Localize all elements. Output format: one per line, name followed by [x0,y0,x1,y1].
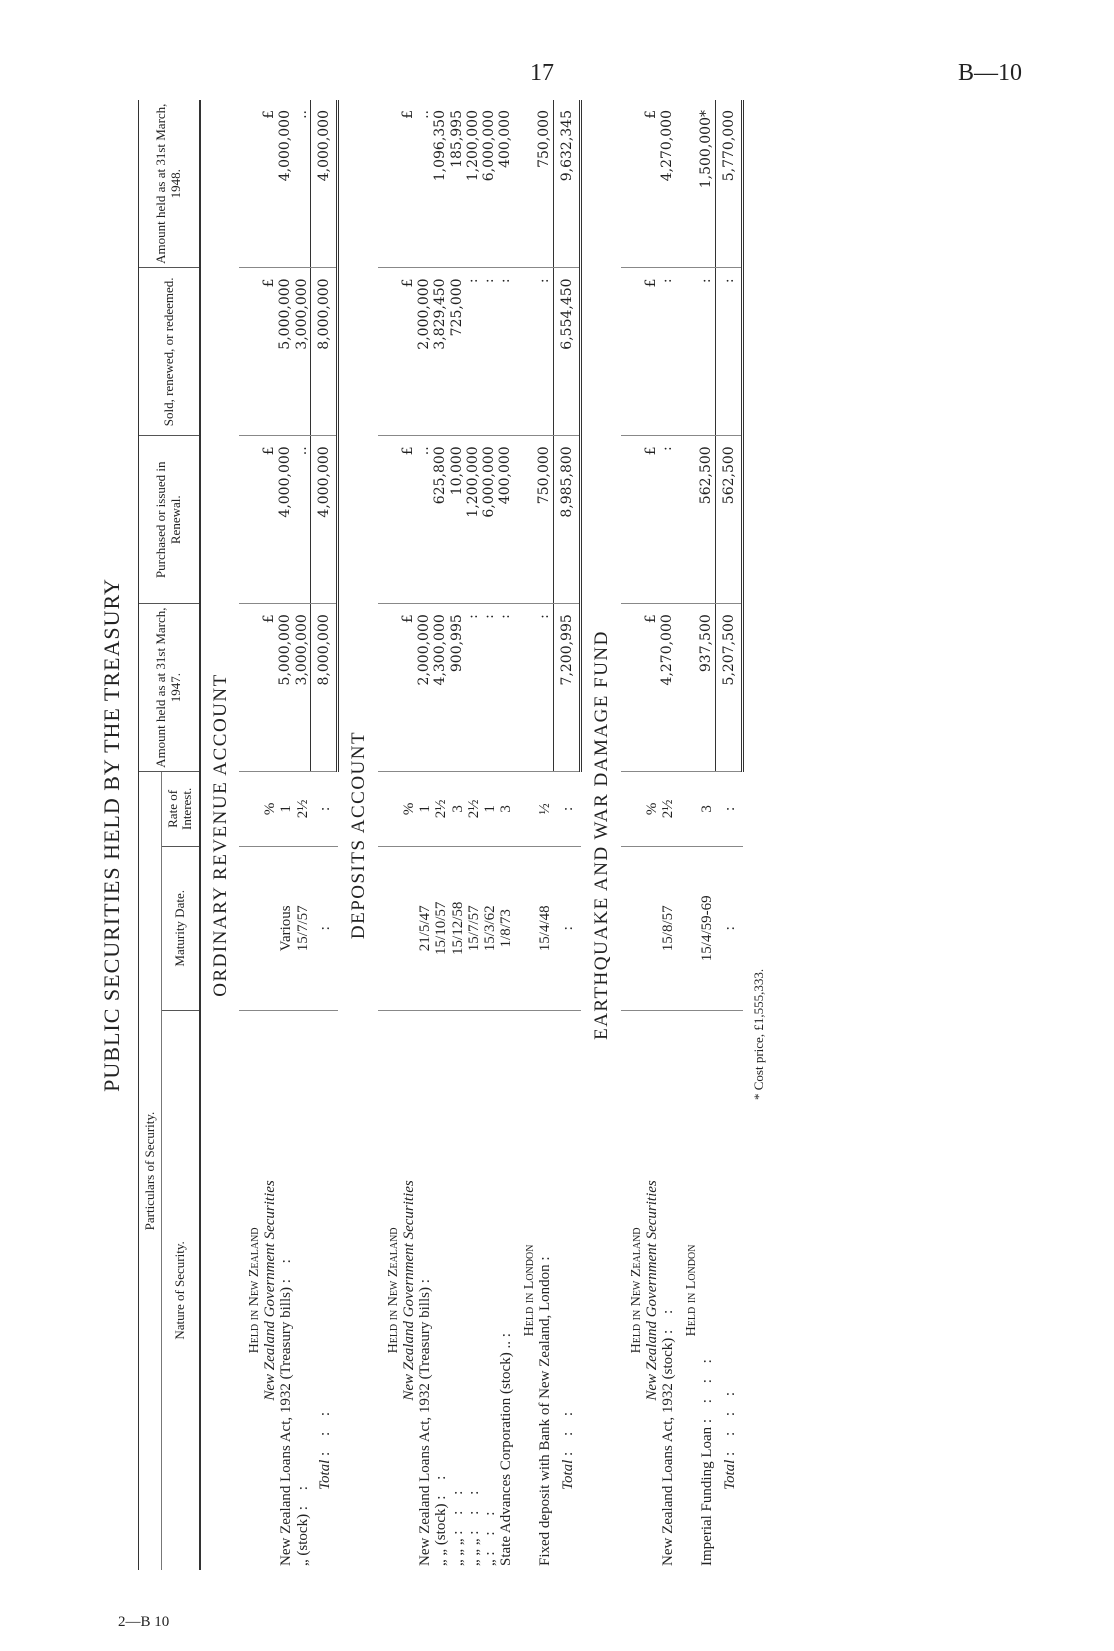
section-heading: DEPOSITS ACCOUNT [348,730,370,940]
empty-cell [378,846,401,1010]
empty-cell [262,846,278,1010]
rate-unit: % [262,772,278,847]
empty-cell [621,772,644,847]
held-1947-header: Amount held as at 31st March, 1947. [138,604,199,772]
table-row [295,100,311,1570]
empty-cell [239,772,262,847]
interest-rate: 2½ [466,772,482,847]
security-nature [482,1010,498,1570]
gov-securities-subheading: New Zealand Government Securities [262,1180,279,1401]
security-nature [498,1010,514,1570]
empty-cell [514,604,537,772]
amount-sold: 3,000,000 [295,268,311,436]
leader-dots: : : : : [721,1386,738,1456]
security-nature [433,1010,449,1570]
amount-held-1947: 937,500 [699,604,715,772]
amount-held-1948: 6,000,000 [482,100,498,268]
interest-rate: 2½ [433,772,449,847]
leader-dots: : : : [559,1405,576,1456]
leader-dots: : : [294,1480,311,1511]
amount-held-1947: 900,995 [450,604,466,772]
rotated-table-page [100,100,1030,1570]
amount-purchased: 4,000,000 [278,436,294,604]
empty-cell [239,846,262,1010]
security-name: „ „ „ [465,1538,482,1566]
page-ref: B—10 [958,60,1023,86]
total-sold: 8,000,000 [311,268,338,436]
leader-dots: : : : [465,1484,482,1535]
empty-cell [621,436,644,604]
table-row [699,100,715,1570]
amount-purchased: 625,800 [433,436,449,604]
interest-rate: ½ [537,772,553,847]
amount-sold: : [482,268,498,436]
amount-held-1948: 1,500,000* [699,100,715,268]
maturity-date: 15/7/57 [295,846,311,1010]
amount-purchased: 562,500 [699,436,715,604]
total-label-cell [311,1010,338,1570]
security-nature [660,1010,676,1570]
amount-sold: : [537,268,553,436]
amount-purchased: .. [417,436,433,604]
amount-held-1948: .. [295,100,311,268]
money-unit: £ [644,436,660,604]
total-label: Total [559,1459,576,1490]
empty-cell [676,436,699,604]
total-label: Total [721,1459,738,1490]
security-nature [699,1010,715,1570]
total-held-1947: 7,200,995 [554,604,581,772]
held-in-nz-row-text: Held in New Zealand [247,1227,263,1354]
total-maturity: : [554,846,581,1010]
amount-held-1947: 2,000,000 [417,604,433,772]
total-row [716,100,743,1570]
amount-held-1948: 1,200,000 [466,100,482,268]
security-name: New Zealand Loans Act, 1932 (stock) [660,1337,677,1566]
total-rate: : [311,772,338,847]
interest-rate: 1 [482,772,498,847]
total-maturity: : [311,846,338,1010]
table-row [433,100,449,1570]
money-unit: £ [262,268,278,436]
amount-held-1948: 400,000 [498,100,514,268]
total-sold: 6,554,450 [554,268,581,436]
money-unit: £ [262,100,278,268]
nature-header: Nature of Security. [162,1010,200,1570]
gov-securities-subheading: New Zealand Government Securities [401,1180,418,1401]
amount-held-1947: : [537,604,553,772]
amount-purchased: 1,200,000 [466,436,482,604]
money-unit: £ [401,436,417,604]
empty-cell [239,100,262,268]
amount-held-1948: 750,000 [537,100,553,268]
empty-cell [378,436,401,604]
empty-cell [378,100,401,268]
maturity-date: Various [278,846,294,1010]
total-held-1947: 8,000,000 [311,604,338,772]
total-maturity: : [716,846,743,1010]
empty-cell [676,100,699,268]
rate-header: Rate of Interest. [162,772,200,847]
amount-purchased: .. [295,436,311,604]
rate-unit: % [401,772,417,847]
held-in-nz-row-text: Held in New Zealand [628,1227,644,1354]
total-sold: : [716,268,743,436]
section-heading: EARTHQUAKE AND WAR DAMAGE FUND [591,630,613,1040]
amount-held-1947: : [498,604,514,772]
table-row [482,100,498,1570]
empty-cell [621,604,644,772]
gov-securities-subheading: New Zealand Government Securities [643,1180,660,1401]
money-unit: £ [401,268,417,436]
total-label-cell [716,1010,743,1570]
leader-dots: : [498,1327,515,1338]
security-name: „ [482,1559,498,1566]
held-in-nz-row [621,100,644,1570]
amount-sold: 5,000,000 [278,268,294,436]
empty-cell [378,268,401,436]
maturity-date: 15/7/57 [466,846,482,1010]
amount-sold: 725,000 [450,268,466,436]
money-unit: £ [401,604,417,772]
amount-purchased: : [660,436,676,604]
security-name: Fixed deposit with Bank of New Zealand, London [537,1264,554,1566]
empty-cell [676,604,699,772]
maturity-date: 15/12/58 [450,846,466,1010]
money-unit: £ [644,100,660,268]
empty-cell [514,100,537,268]
table-row [466,100,482,1570]
leader-dots: : : : [482,1505,498,1556]
leader-dots: : [537,1250,554,1261]
rate-unit: % [644,772,660,847]
security-nature [278,1010,294,1570]
amount-held-1948: 4,000,000 [278,100,294,268]
empty-cell [514,846,537,1010]
maturity-date: 1/8/73 [498,846,514,1010]
total-held-1948: 4,000,000 [311,100,338,268]
maturity-date: 15/4/59-69 [699,846,715,1010]
footnote: * Cost price, £1,555,333. [751,968,767,1100]
empty-cell [401,846,417,1010]
amount-held-1947: 5,000,000 [278,604,294,772]
amount-purchased: 750,000 [537,436,553,604]
subheading-row [262,100,278,1570]
security-name: „ „ (stock) [433,1503,450,1566]
interest-rate: 3 [450,772,466,847]
leader-dots: : : : [316,1405,333,1456]
empty-cell [514,268,537,436]
maturity-date: 15/10/57 [433,846,449,1010]
sold-header: Sold, renewed, or redeemed. [138,268,199,436]
amount-held-1947: 4,270,000 [660,604,676,772]
empty-cell [676,268,699,436]
leader-dots: : : [433,1469,450,1500]
empty-cell [644,846,660,1010]
money-unit: £ [262,604,278,772]
held-in-nz-row [239,100,262,1570]
interest-rate: 3 [699,772,715,847]
empty-cell [239,268,262,436]
amount-sold: : [466,268,482,436]
security-name: Imperial Funding Loan [699,1426,716,1566]
interest-rate: 1 [417,772,433,847]
table-row [417,100,433,1570]
empty-cell [676,772,699,847]
subheading-row [644,100,660,1570]
interest-rate: 2½ [660,772,676,847]
leader-dots: : [417,1273,434,1284]
security-name: New Zealand Loans Act, 1932 (Treasury bills) [278,1287,295,1566]
money-unit: £ [644,604,660,772]
particulars-header: Particulars of Security. [138,772,161,1570]
total-purchased: 8,985,800 [554,436,581,604]
total-row [554,100,581,1570]
subheading-row [401,100,417,1570]
empty-cell [514,436,537,604]
held-in-london-row-text: Held in London [522,1244,538,1337]
held-in-london-row-text: Held in London [684,1244,700,1337]
security-name: „ (stock) [294,1513,311,1566]
amount-sold: : [498,268,514,436]
total-held-1948: 9,632,345 [554,100,581,268]
held-in-nz-row [378,100,401,1570]
securities-table [138,100,744,1570]
purchased-header: Purchased or issued in Renewal. [138,436,199,604]
table-body [200,100,743,1570]
interest-rate: 3 [498,772,514,847]
total-label: Total [316,1459,333,1490]
held-in-london-row [514,100,537,1570]
table-row [537,100,553,1570]
security-nature [537,1010,553,1570]
amount-purchased: 6,000,000 [482,436,498,604]
security-nature [295,1010,311,1570]
amount-held-1947: 4,300,000 [433,604,449,772]
leader-dots: : : [278,1253,295,1284]
maturity-date: 15/3/62 [482,846,498,1010]
interest-rate: 1 [278,772,294,847]
money-unit: £ [401,100,417,268]
amount-sold: : [660,268,676,436]
maturity-date: 15/8/57 [660,846,676,1010]
leader-dots: : : : : [699,1353,716,1424]
total-rate: : [554,772,581,847]
amount-held-1947: 3,000,000 [295,604,311,772]
table-row [498,100,514,1570]
maturity-date: 15/4/48 [537,846,553,1010]
leader-dots: : : [660,1303,677,1334]
held-1948-header: Amount held as at 31st March, 1948. [138,100,199,268]
security-name: „ „ „ [449,1538,466,1566]
section-heading: ORDINARY REVENUE ACCOUNT [209,673,231,997]
page-number: 17 [530,60,554,86]
total-label-cell [554,1010,581,1570]
section-heading-row [338,100,378,1570]
security-nature [450,1010,466,1570]
amount-sold: : [699,268,715,436]
total-held-1948: 5,770,000 [716,100,743,268]
held-in-nz-row-text: Held in New Zealand [385,1227,401,1354]
empty-cell [239,604,262,772]
security-nature [466,1010,482,1570]
total-row [311,100,338,1570]
empty-cell [621,846,644,1010]
empty-cell [378,604,401,772]
amount-sold: 3,829,450 [433,268,449,436]
security-name: New Zealand Loans Act, 1932 (Treasury bills) [417,1287,434,1566]
held-in-london-row [676,100,699,1570]
table-row [660,100,676,1570]
empty-cell [378,772,401,847]
footer-ref: 2—B 10 [118,1614,170,1630]
maturity-date: 21/5/47 [417,846,433,1010]
amount-held-1947: : [466,604,482,772]
total-purchased: 562,500 [716,436,743,604]
total-purchased: 4,000,000 [311,436,338,604]
amount-held-1948: 185,995 [450,100,466,268]
security-name: State Advances Corporation (stock) .. [498,1341,515,1566]
total-held-1947: 5,207,500 [716,604,743,772]
empty-cell [514,772,537,847]
empty-cell [239,436,262,604]
empty-cell [621,100,644,268]
section-heading-row [581,100,621,1570]
amount-sold: 2,000,000 [417,268,433,436]
table-row [278,100,294,1570]
table-row [450,100,466,1570]
amount-held-1948: 4,270,000 [660,100,676,268]
maturity-header: Maturity Date. [162,846,200,1010]
section-heading-row [200,100,240,1570]
amount-held-1947: : [482,604,498,772]
total-rate: : [716,772,743,847]
money-unit: £ [262,436,278,604]
page-title: PUBLIC SECURITIES HELD BY THE TREASURY [99,578,124,1092]
empty-cell [621,268,644,436]
amount-held-1948: .. [417,100,433,268]
amount-purchased: 10,000 [450,436,466,604]
amount-purchased: 400,000 [498,436,514,604]
amount-held-1948: 1,096,350 [433,100,449,268]
money-unit: £ [644,268,660,436]
empty-cell [676,846,699,1010]
security-nature [417,1010,433,1570]
leader-dots: : : : [449,1484,466,1535]
interest-rate: 2½ [295,772,311,847]
